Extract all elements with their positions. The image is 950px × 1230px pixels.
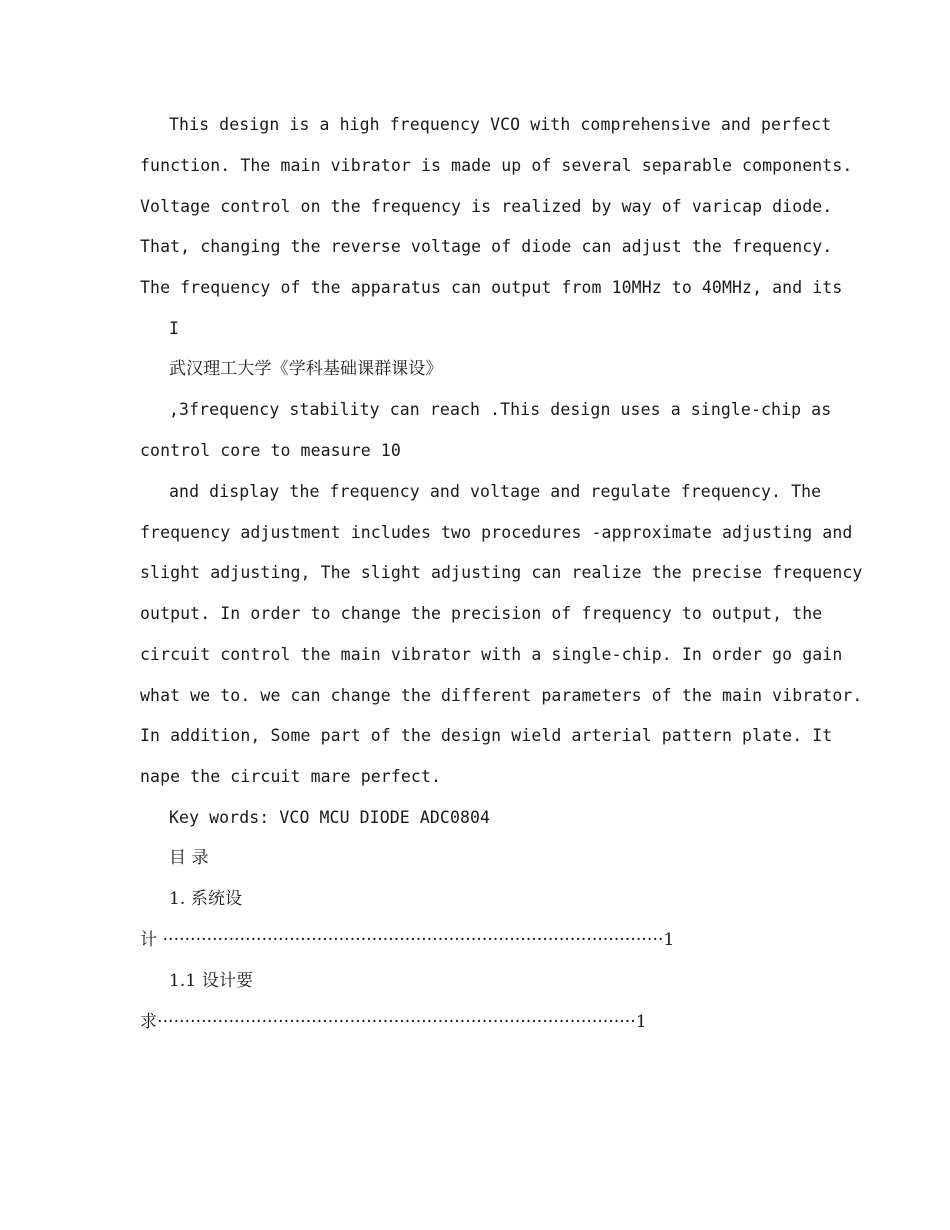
body-line-4: frequency adjustment includes two procedures -approximate adjusting and [140,523,853,542]
toc-entry-1-title: 1. 系统设 [169,889,243,909]
keywords-line: Key words: VCO MCU DIODE ADC0804 [169,808,491,827]
body-line-8: what we to. we can change the different parameters of the main vibrator. [140,686,863,705]
abstract-line-1: This design is a high frequency VCO with comprehensive and perfect [169,115,832,134]
body-line-10: nape the circuit mare perfect. [140,767,442,786]
abstract-line-4: That, changing the reverse voltage of diode can adjust the frequency. [140,237,833,256]
body-line-6: output. In order to change the precision of frequency to output, the [140,604,823,623]
toc-heading: 目 录 [169,848,209,868]
toc-entry-1-leader: 计 ···························································································1 [140,930,675,950]
body-line-5: slight adjusting, The slight adjusting can realize the precise frequency [140,563,863,582]
abstract-line-5: The frequency of the apparatus can output from 10MHz to 40MHz, and its [140,278,843,297]
toc-entry-2-leader: 求·······················································································1 [140,1012,647,1032]
body-line-3: and display the frequency and voltage and regulate frequency. The [169,482,822,501]
abstract-line-2: function. The main vibrator is made up of several separable components. [140,156,853,175]
toc-entry-2-title: 1.1 设计要 [169,971,254,991]
body-line-9: In addition, Some part of the design wield arterial pattern plate. It [140,726,833,745]
running-header-title: 武汉理工大学《学科基础课群课设》 [169,359,443,379]
body-line-1: ,3frequency stability can reach .This design uses a single-chip as [169,400,832,419]
body-line-2: control core to measure 10 [140,441,401,460]
page-number: I [169,319,180,338]
body-line-7: circuit control the main vibrator with a single-chip. In order go gain [140,645,843,664]
abstract-line-3: Voltage control on the frequency is realized by way of varicap diode. [140,197,833,216]
